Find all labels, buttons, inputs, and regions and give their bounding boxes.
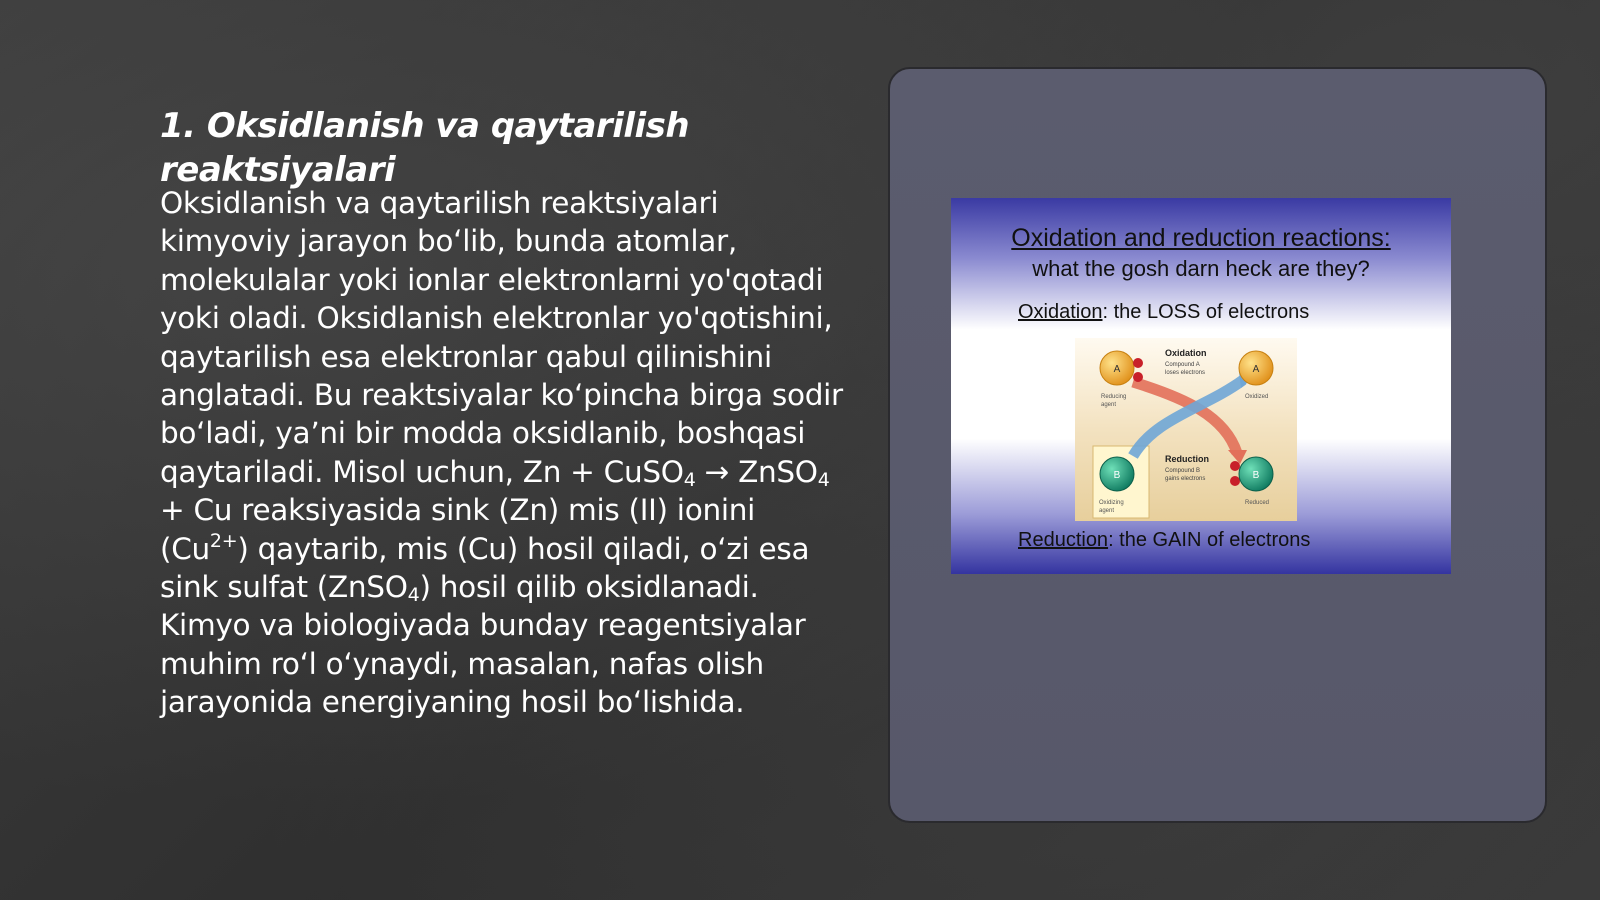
reducing-agent-label-2: agent (1101, 402, 1117, 408)
electron-icon (1133, 372, 1143, 382)
reduced-label: Reduced (1245, 500, 1270, 506)
reduction-note-2: gains electrons (1165, 476, 1206, 482)
atom-a-right-label: A (1252, 364, 1260, 375)
redox-diagram (1075, 338, 1297, 521)
reduction-term: Reduction (1018, 529, 1109, 551)
body-text-2: → ZnSO (695, 454, 818, 489)
body-text-1: Oksidlanish va qaytarilish reaktsiyalari kimyoviy jarayon bo‘lib, bunda atomlar, molekulalar yoki ionlar elektronlarni yo'qotadi yoki oladi. Oksidlanish elektronlar yo'qotishini, qaytarilish esa elektronlar qabul qilinishini anglatadi. Bu reaktsiyalar ko‘pincha birga sodir bo‘ladi, ya’ni bir modda oksidlanib, boshqasi qaytariladi. Misol uchun, Zn + CuSO (160, 186, 843, 489)
reducing-agent-label: Reducing (1101, 394, 1127, 400)
body-text-3: + Cu reaksiyasida sink (Zn) mis (II) ionini (Cu (160, 493, 756, 566)
reduction-definition (1018, 529, 1310, 552)
redox-image (951, 198, 1451, 574)
subscript-4: 4 (683, 468, 696, 491)
electron-icon (1133, 358, 1143, 368)
subscript-4: 4 (817, 468, 830, 491)
oxidizing-agent-label-2: agent (1099, 508, 1115, 514)
image-heading: Oxidation and reduction reactions: (1011, 224, 1391, 252)
oxidation-note-1: Compound A (1165, 362, 1200, 368)
oxidizing-agent-label: Oxidizing (1099, 500, 1124, 506)
slide-title: 1. Oksidlanish va qaytarilish reaktsiyalari (160, 106, 690, 190)
oxidation-label: Oxidation (1165, 348, 1207, 358)
body-text-5: ) hosil qilib oksidlanadi. Kimyo va biologiyada bunday reagentsiyalar muhim ro‘l o‘ynaydi, masalan, nafas olish jarayonida energiyaning hosil bo‘lishida. (160, 570, 806, 720)
oxidation-term: Oxidation (1018, 301, 1103, 323)
image-subheading: what the gosh darn heck are they? (1032, 256, 1370, 281)
oxidation-def: : the LOSS of electrons (1102, 301, 1310, 323)
atom-b-right-label: B (1252, 470, 1260, 481)
oxidation-note-2: loses electrons (1165, 370, 1206, 376)
reduction-note-1: Compound B (1165, 468, 1201, 474)
body-text-4: ) qaytarib, mis (Cu) hosil qiladi, o‘zi esa sink sulfat (ZnSO (160, 531, 810, 605)
reduction-def: : the GAIN of electrons (1108, 529, 1311, 551)
oxidation-definition (1018, 301, 1309, 324)
electron-icon (1230, 461, 1240, 471)
subscript-4: 4 (407, 584, 420, 607)
superscript-charge: 2+ (209, 529, 238, 552)
slide-body (160, 184, 850, 722)
reduction-label: Reduction (1165, 454, 1209, 464)
atom-b-left-label: B (1113, 470, 1121, 481)
atom-a-left-label: A (1113, 364, 1121, 375)
oxidized-label: Oxidized (1245, 394, 1269, 400)
electron-icon (1230, 476, 1240, 486)
text-block (160, 104, 850, 722)
